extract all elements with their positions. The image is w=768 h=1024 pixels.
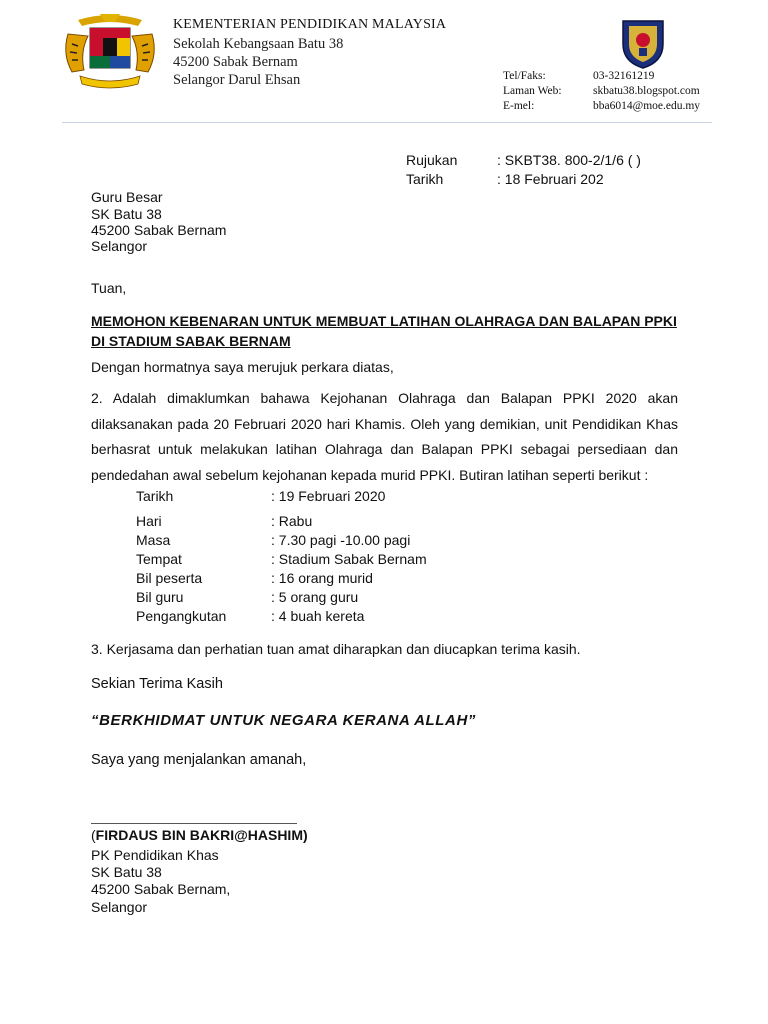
signer-position: PK Pendidikan Khas	[91, 847, 219, 863]
detail-label: Tempat	[136, 551, 182, 567]
detail-value: : 7.30 pagi -10.00 pagi	[271, 532, 411, 548]
salutation: Tuan,	[91, 280, 127, 296]
detail-label: Tarikh	[136, 488, 174, 504]
subject-heading: MEMOHON KEBENARAN UNTUK MEMBUAT LATIHAN OLAHRAGA DAN BALAPAN PPKI DI STADIUM SABAK BERNAM	[91, 313, 677, 349]
signer-school: SK Batu 38	[91, 864, 162, 880]
signer-state: Selangor	[91, 899, 148, 915]
tel-label: Tel/Faks:	[503, 70, 546, 82]
signer-name-line	[91, 827, 308, 843]
website-label: Laman Web:	[503, 85, 562, 97]
detail-value: : 5 orang guru	[271, 589, 359, 605]
school-shield-logo-icon	[620, 18, 666, 70]
recipient-line: 45200 Sabak Bernam	[91, 222, 227, 238]
malaysia-coat-of-arms-icon	[60, 14, 160, 92]
detail-value: : Stadium Sabak Bernam	[271, 551, 427, 567]
signer-name: FIRDAUS BIN BAKRI@HASHIM	[95, 827, 303, 843]
website-link[interactable]: skbatu38.blogspot.com	[593, 85, 700, 97]
rujukan-label: Rujukan	[406, 152, 458, 168]
ministry-name: KEMENTERIAN PENDIDIKAN MALAYSIA	[173, 17, 447, 32]
signer-paren-open: (	[91, 827, 96, 843]
detail-label: Bil guru	[136, 589, 184, 605]
email-label: E-mel:	[503, 100, 535, 112]
motto: “BERKHIDMAT UNTUK NEGARA KERANA ALLAH”	[91, 712, 476, 729]
detail-value: : 16 orang murid	[271, 570, 373, 586]
signature-line	[91, 823, 297, 824]
recipient-line: SK Batu 38	[91, 206, 162, 222]
opening-line: Dengan hormatnya saya merujuk perkara diatas,	[91, 359, 394, 375]
recipient-line: Selangor	[91, 238, 148, 254]
signer-paren-close: )	[303, 827, 308, 843]
recipient-line: Guru Besar	[91, 189, 163, 205]
email-link[interactable]: bba6014@moe.edu.my	[593, 100, 701, 112]
detail-label: Pengangkutan	[136, 608, 227, 624]
paragraph-2: 2. Adalah dimaklumkan bahawa Kejohanan Olahraga dan Balapan PPKI 2020 akan dilaksanakan pada 20 Februari 2020 hari Khamis. Oleh yang demikian, unit Pendidikan Khas berhasrat untuk melakukan latihan Olahraga dan Balapan PPKI sebagai persediaan dan pendedahan awal sebelum kejohanan kepada murid PPKI. Butiran latihan seperti berikut :	[91, 390, 678, 483]
school-state: Selangor Darul Ehsan	[173, 72, 301, 88]
paragraph-3: 3. Kerjasama dan perhatian tuan amat diharapkan dan diucapkan terima kasih.	[91, 641, 581, 657]
letterhead-divider	[62, 122, 712, 123]
trust-line: Saya yang menjalankan amanah,	[91, 752, 307, 768]
detail-value: : Rabu	[271, 513, 313, 529]
rujukan-value: : SKBT38. 800-2/1/6 ( )	[497, 152, 641, 168]
tarikh-value: : 18 Februari 202	[497, 171, 604, 187]
school-name: Sekolah Kebangsaan Batu 38	[173, 36, 344, 52]
closing-line: Sekian Terima Kasih	[91, 676, 223, 692]
detail-label: Masa	[136, 532, 171, 548]
detail-value: : 4 buah kereta	[271, 608, 365, 624]
detail-value: : 19 Februari 2020	[271, 488, 386, 504]
detail-label: Bil peserta	[136, 570, 203, 586]
detail-label: Hari	[136, 513, 162, 529]
tarikh-label: Tarikh	[406, 171, 444, 187]
school-postcode-town: 45200 Sabak Bernam	[173, 54, 298, 70]
tel-value: 03-32161219	[593, 70, 655, 82]
signer-postcode: 45200 Sabak Bernam,	[91, 881, 231, 897]
